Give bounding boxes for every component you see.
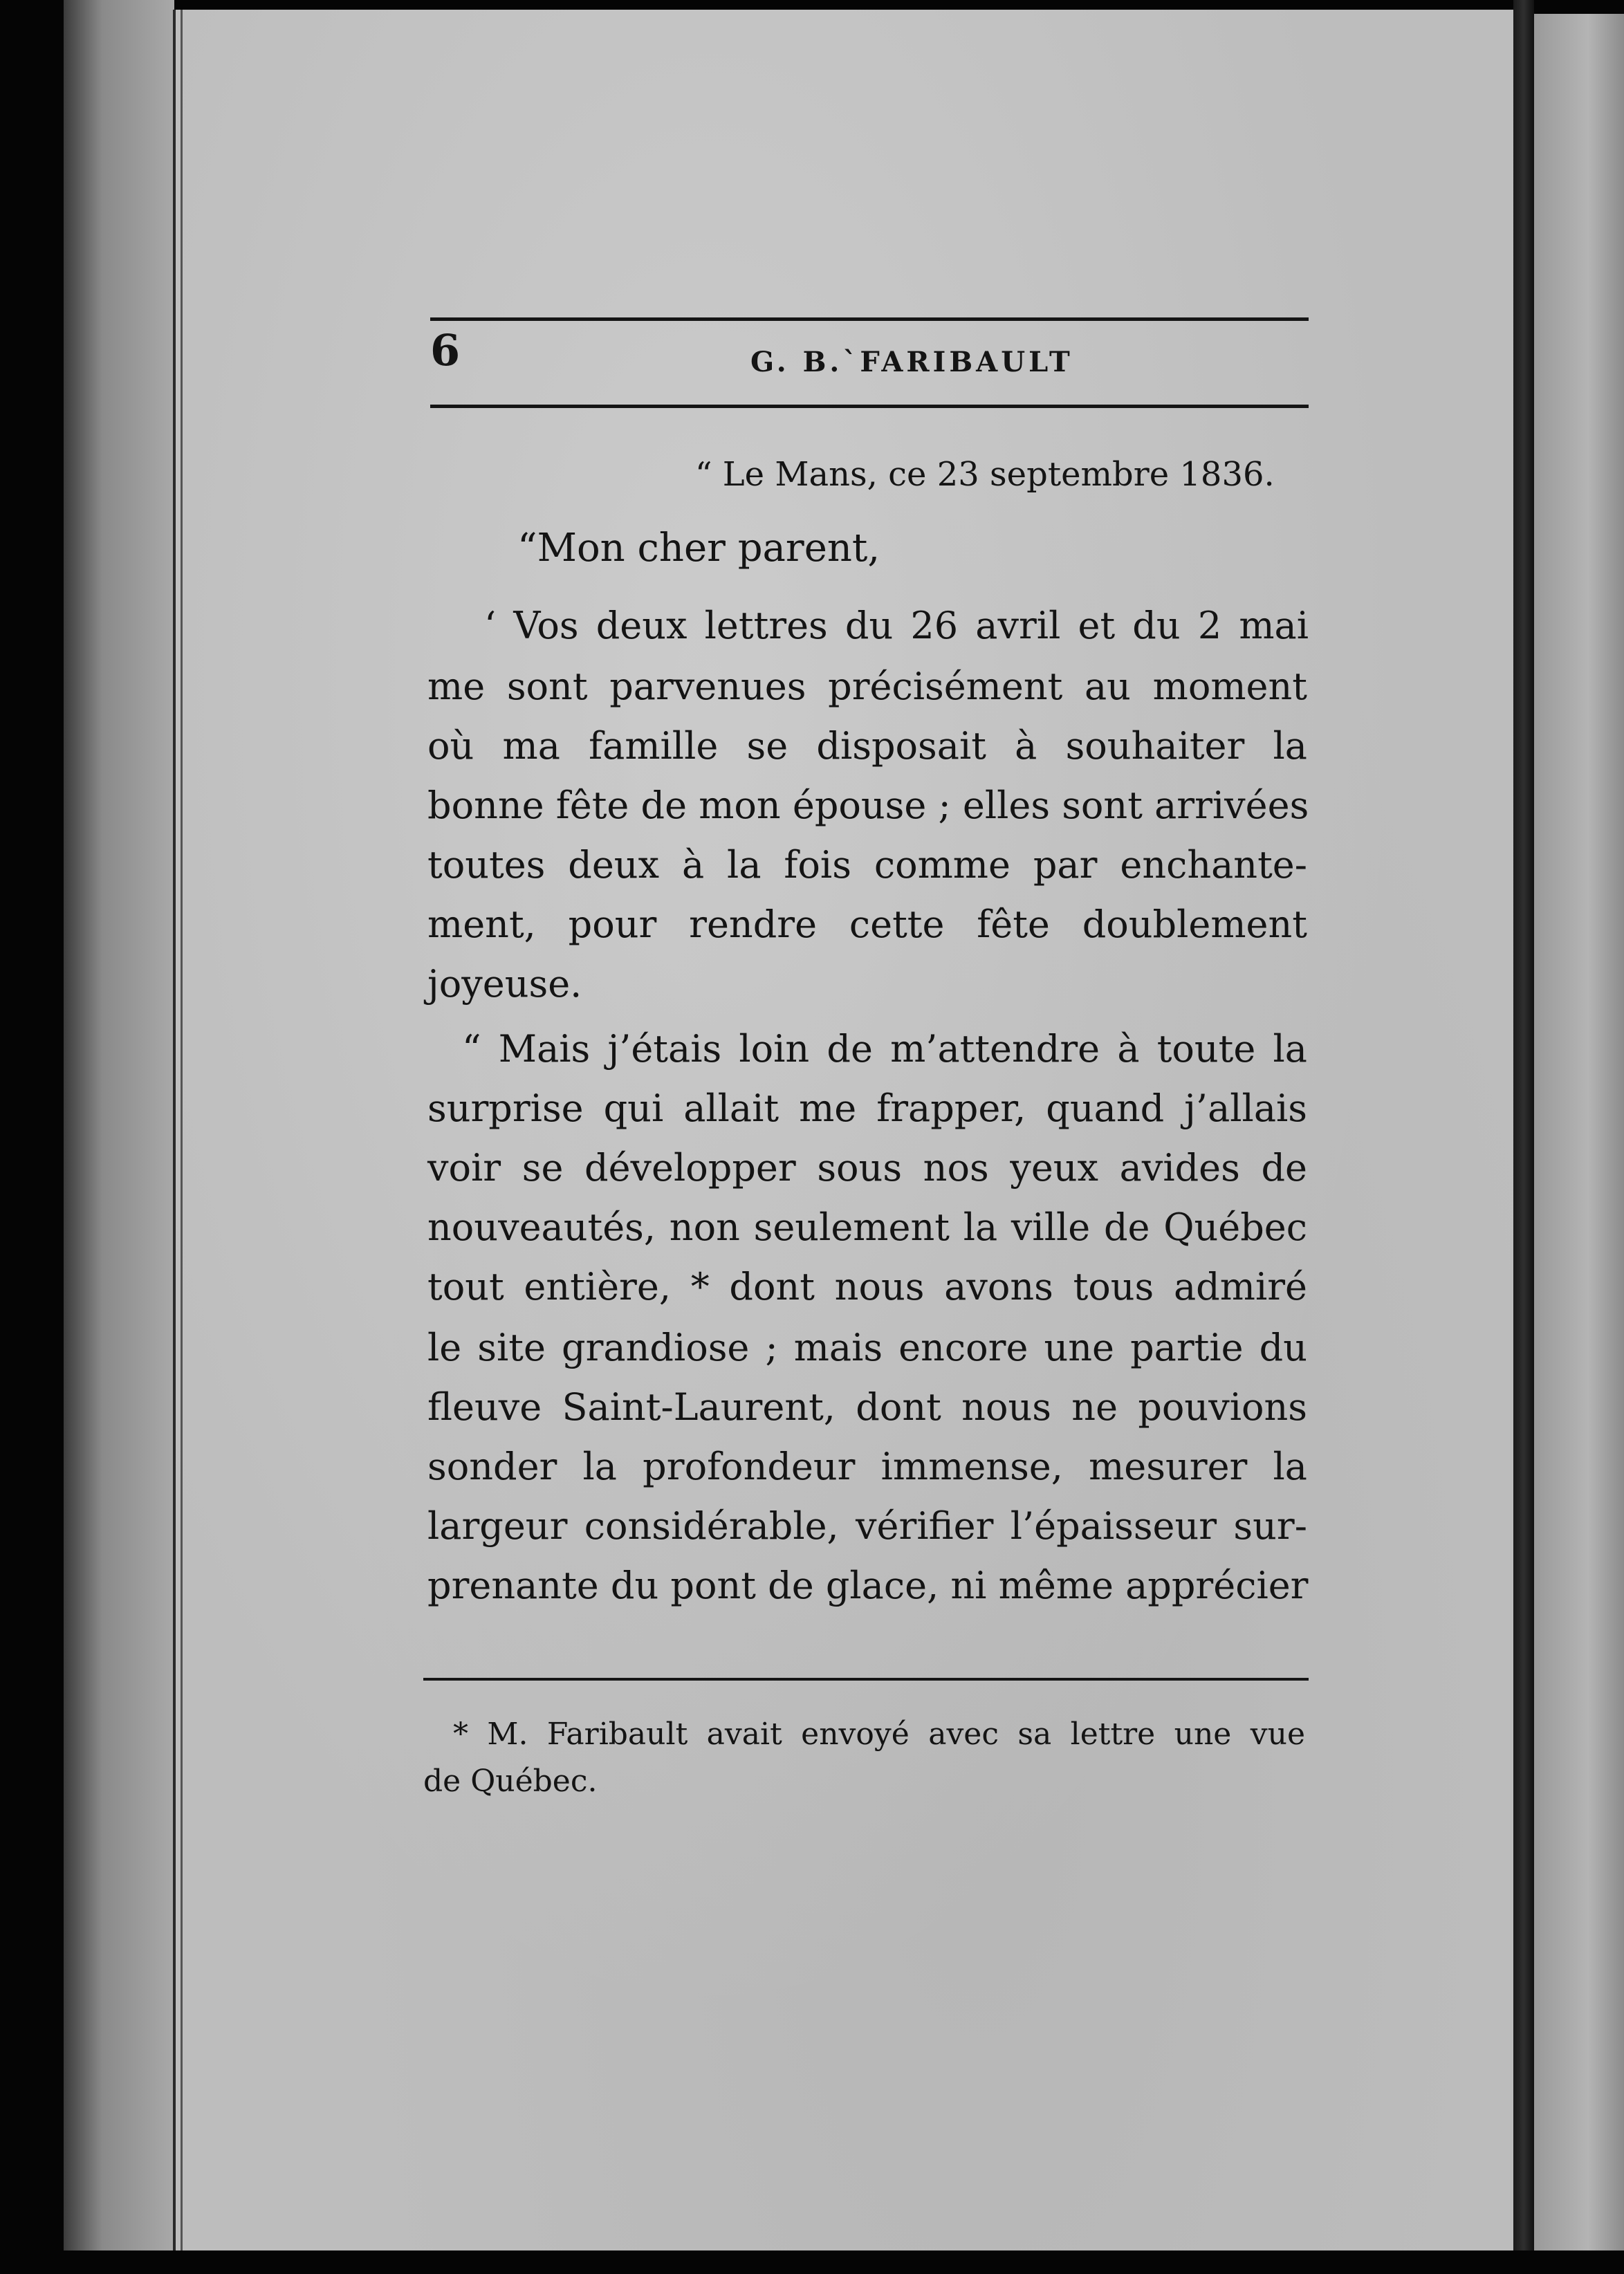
letter-salutation: “Mon cher parent, — [517, 526, 880, 571]
body-line: toutes deux à la fois comme par enchante- — [427, 843, 1307, 887]
body-line: prenante du pont de glace, ni même apprécier — [427, 1564, 1309, 1607]
page-border-left — [173, 10, 183, 2250]
footnote-line: de Québec. — [423, 1764, 598, 1799]
next-page-edge — [1534, 14, 1624, 2262]
body-line: tout entière, * dont nous avons tous admiré — [427, 1265, 1307, 1309]
body-line: me sont parvenues précisément au moment — [427, 665, 1307, 708]
body-line: ‘ Vos deux lettres du 26 avril et du 2 mai — [484, 604, 1309, 647]
body-line: joyeuse. — [427, 962, 582, 1006]
body-line: “ Mais j’étais loin de m’attendre à toute la — [462, 1027, 1307, 1071]
running-title: G. B.`FARIBAULT — [750, 346, 1073, 378]
body-line: sonder la profondeur immense, mesurer la — [427, 1445, 1307, 1488]
body-line: largeur considérable, vérifier l’épaisseur sur- — [427, 1504, 1307, 1548]
footnote-line: * M. Faribault avait envoyé avec sa lettre une vue — [453, 1717, 1305, 1752]
left-page-edge — [64, 0, 174, 2274]
body-line: bonne fête de mon épouse ; elles sont arrivées — [427, 784, 1309, 827]
binding-shadow — [1513, 0, 1534, 2274]
body-line: voir se développer sous nos yeux avides de — [427, 1146, 1307, 1190]
body-line: ment, pour rendre cette fête doublement — [427, 903, 1307, 946]
bottom-margin — [0, 2250, 1624, 2274]
letter-dateline: “ Le Mans, ce 23 septembre 1836. — [695, 455, 1275, 494]
body-line: fleuve Saint-Laurent, dont nous ne pouvions — [427, 1385, 1307, 1429]
header-rule-top — [430, 317, 1309, 321]
footnote-rule — [423, 1678, 1309, 1681]
page-number: 6 — [430, 325, 461, 376]
body-line: surprise qui allait me frapper, quand j’allais — [427, 1087, 1307, 1130]
header-rule-bottom — [430, 405, 1309, 408]
body-line: nouveautés, non seulement la ville de Québec — [427, 1205, 1307, 1249]
body-line: le site grandiose ; mais encore une partie du — [427, 1326, 1307, 1369]
body-line: où ma famille se disposait à souhaiter la — [427, 724, 1307, 768]
